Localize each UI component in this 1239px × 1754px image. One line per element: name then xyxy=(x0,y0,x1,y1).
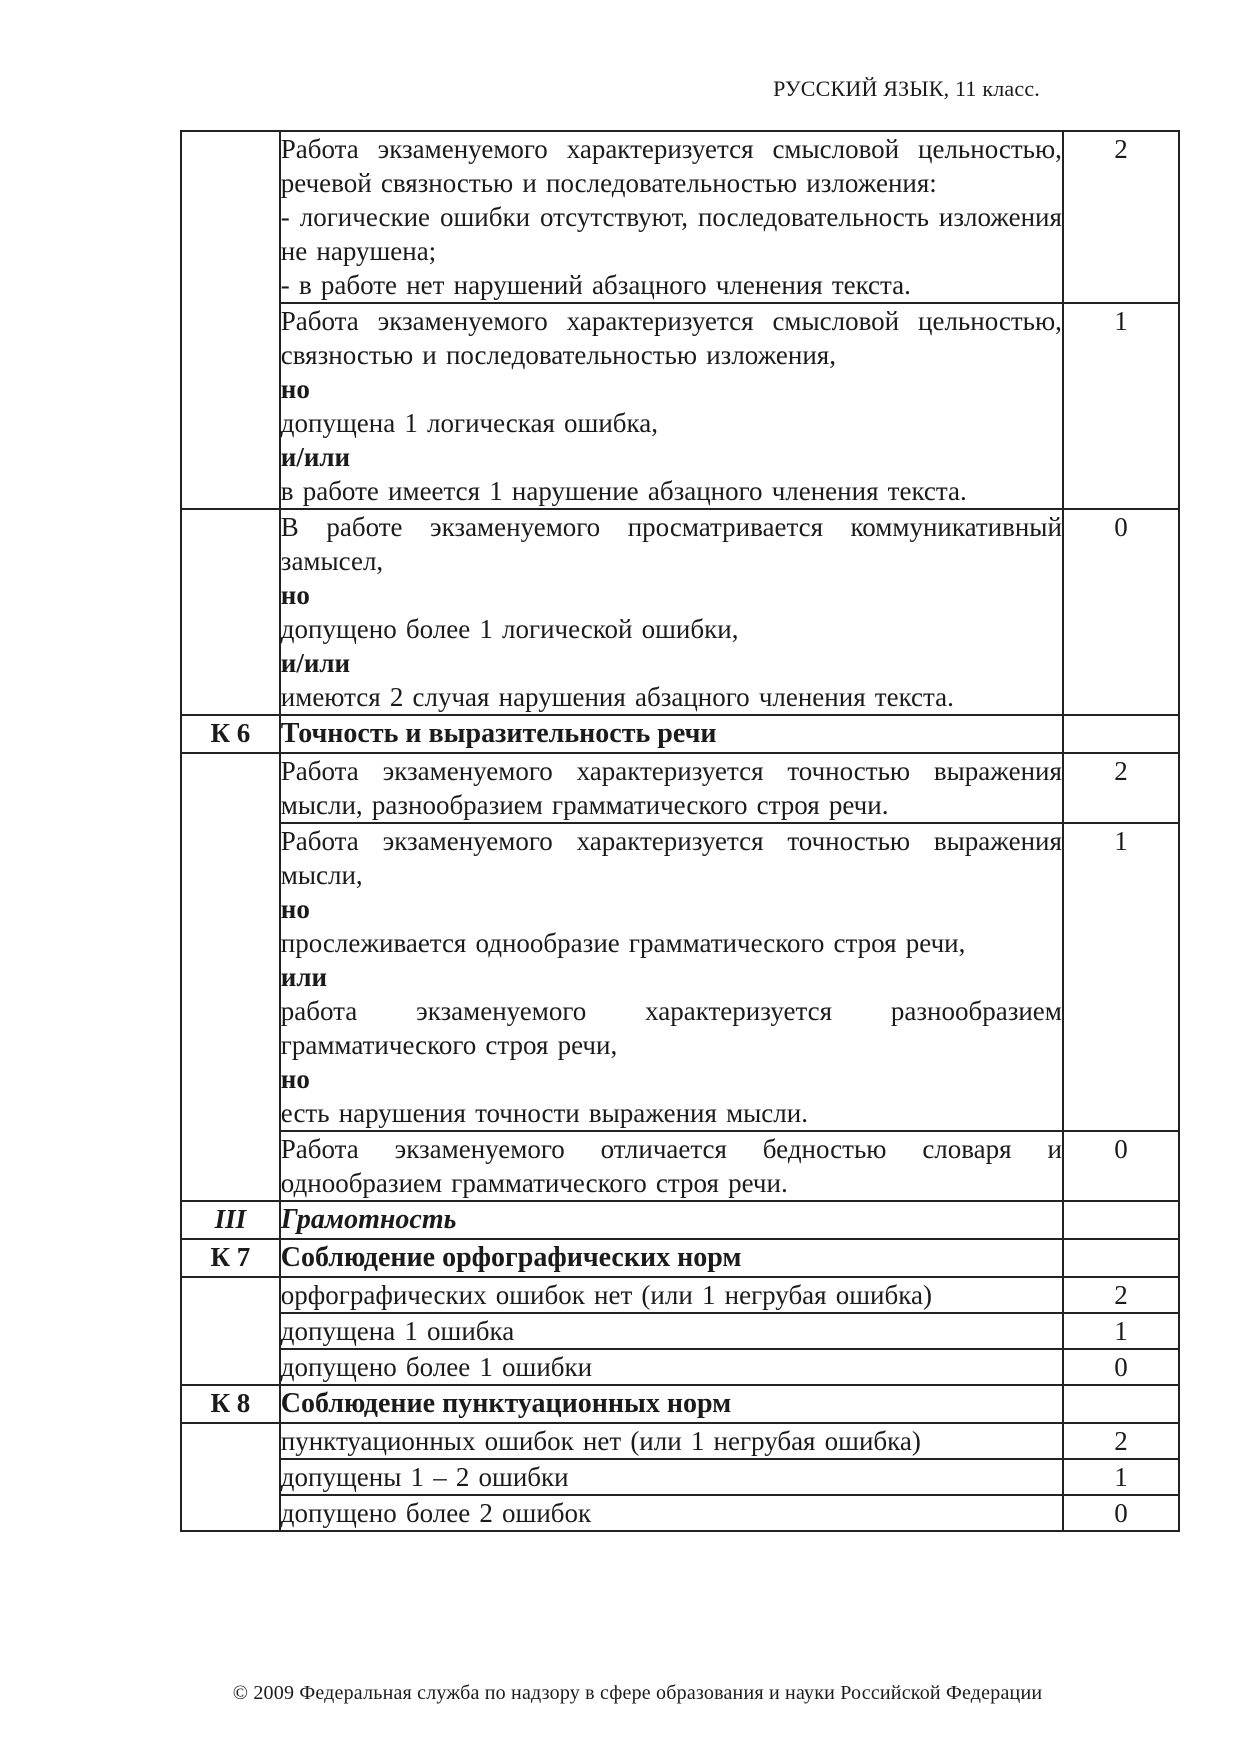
table-row xyxy=(181,823,1179,1131)
criteria-table xyxy=(180,130,1180,1532)
criterion-description-cell xyxy=(280,303,1063,509)
criterion-description-cell xyxy=(280,1459,1063,1495)
criterion-text: Точность и выразительность речи xyxy=(280,718,717,749)
table-row xyxy=(181,1277,1179,1313)
criterion-code-cell xyxy=(181,1277,280,1385)
criterion-text: Работа экзаменуемого характеризуется смысловой цельностью, речевой связностью и последовательностью изложения: xyxy=(280,134,1062,198)
criterion-code-cell xyxy=(181,509,280,715)
connector-word: но xyxy=(280,1064,310,1094)
connector-word: но xyxy=(280,374,310,404)
criterion-text: В работе экзаменуемого просматривается коммуникативный замысел, xyxy=(280,512,1062,576)
criterion-text: Работа экзаменуемого характеризуется точностью выражения мысли, xyxy=(280,826,1062,890)
criterion-text: допущено более 1 логической ошибки, xyxy=(280,614,739,644)
table-row xyxy=(181,509,1179,715)
score-cell: 1 xyxy=(1063,823,1179,1131)
criterion-description-cell xyxy=(280,753,1063,823)
criterion-text: имеются 2 случая нарушения абзацного членения текста. xyxy=(280,682,954,712)
table-row xyxy=(181,715,1179,753)
table-row xyxy=(181,1495,1179,1531)
criterion-heading-cell xyxy=(280,1385,1063,1423)
score-cell xyxy=(1063,715,1179,753)
table-row xyxy=(181,1313,1179,1349)
criterion-text: пунктуационных ошибок нет (или 1 негрубая ошибка) xyxy=(280,1426,921,1456)
criterion-description-cell xyxy=(280,1495,1063,1531)
page-footer-copyright: © 2009 Федеральная служба по надзору в сфере образования и науки Российской Федерации xyxy=(232,1682,1043,1704)
criterion-description-cell xyxy=(280,131,1063,303)
score-cell xyxy=(1063,1385,1179,1423)
criterion-text: прослеживается однообразие грамматического строя речи, xyxy=(280,928,966,958)
criterion-code-cell: К 8 xyxy=(181,1385,280,1423)
criterion-description-cell xyxy=(280,1277,1063,1313)
criterion-code-cell: К 7 xyxy=(181,1239,280,1277)
table-row xyxy=(181,303,1179,509)
criterion-description-cell xyxy=(280,1131,1063,1201)
criterion-text: работа экзаменуемого характеризуется разнообразием грамматического строя речи, xyxy=(280,996,1062,1060)
criterion-code-cell: К 6 xyxy=(181,715,280,753)
criterion-text: Грамотность xyxy=(280,1204,457,1235)
criterion-text: в работе имеется 1 нарушение абзацного членения текста. xyxy=(280,476,967,506)
criterion-text: Соблюдение орфографических норм xyxy=(280,1242,742,1273)
criterion-text: Работа экзаменуемого отличается бедностью словаря и однообразием грамматического строя речи. xyxy=(280,1134,1062,1198)
score-cell: 2 xyxy=(1063,131,1179,303)
connector-word: или xyxy=(280,962,328,992)
criterion-description-cell xyxy=(280,1349,1063,1385)
score-cell: 0 xyxy=(1063,1131,1179,1201)
criterion-text: допущена 1 ошибка xyxy=(280,1316,515,1346)
criterion-text: допущены 1 – 2 ошибки xyxy=(280,1462,569,1492)
criterion-heading-cell xyxy=(280,715,1063,753)
score-cell: 2 xyxy=(1063,1423,1179,1459)
score-cell: 2 xyxy=(1063,1277,1179,1313)
criterion-text: - логические ошибки отсутствуют, последовательность изложения не нарушена; xyxy=(280,202,1062,266)
criterion-text: Соблюдение пунктуационных норм xyxy=(280,1388,732,1419)
table-row xyxy=(181,131,1179,303)
criterion-description-cell xyxy=(280,1313,1063,1349)
criterion-code-cell xyxy=(181,1423,280,1531)
criterion-text: допущено более 1 ошибки xyxy=(280,1352,593,1382)
criterion-code-cell xyxy=(181,753,280,1201)
score-cell: 0 xyxy=(1063,509,1179,715)
connector-word: но xyxy=(280,580,310,610)
table-row xyxy=(181,753,1179,823)
criterion-heading-cell xyxy=(280,1239,1063,1277)
score-cell: 1 xyxy=(1063,1459,1179,1495)
criterion-text: Работа экзаменуемого характеризуется точностью выражения мысли, разнообразием грамматического строя речи. xyxy=(280,756,1062,820)
table-row xyxy=(181,1239,1179,1277)
table-row xyxy=(181,1131,1179,1201)
criteria-table-body xyxy=(181,131,1179,1531)
score-cell xyxy=(1063,1201,1179,1239)
score-cell: 1 xyxy=(1063,303,1179,509)
connector-word: и/или xyxy=(280,442,351,472)
criterion-description-cell xyxy=(280,823,1063,1131)
criterion-text: допущено более 2 ошибок xyxy=(280,1498,592,1528)
criterion-text: орфографических ошибок нет (или 1 негрубая ошибка) xyxy=(280,1280,932,1310)
criterion-description-cell xyxy=(280,509,1063,715)
table-row xyxy=(181,1459,1179,1495)
connector-word: но xyxy=(280,894,310,924)
score-cell: 1 xyxy=(1063,1313,1179,1349)
score-cell xyxy=(1063,1239,1179,1277)
criterion-code-cell: III xyxy=(181,1201,280,1239)
criterion-text: Работа экзаменуемого характеризуется смысловой цельностью, связностью и последовательностью изложения, xyxy=(280,306,1062,370)
table-row xyxy=(181,1349,1179,1385)
criterion-description-cell xyxy=(280,1423,1063,1459)
table-row xyxy=(181,1201,1179,1239)
criterion-text: есть нарушения точности выражения мысли. xyxy=(280,1098,808,1128)
score-cell: 2 xyxy=(1063,753,1179,823)
score-cell: 0 xyxy=(1063,1495,1179,1531)
criterion-code-cell xyxy=(181,131,280,509)
connector-word: и/или xyxy=(280,648,351,678)
score-cell: 0 xyxy=(1063,1349,1179,1385)
criterion-text: - в работе нет нарушений абзацного членения текста. xyxy=(280,270,911,300)
table-row xyxy=(181,1423,1179,1459)
page-header: РУССКИЙ ЯЗЫК, 11 класс. xyxy=(773,76,1040,101)
criterion-text: допущена 1 логическая ошибка, xyxy=(280,408,658,438)
table-row xyxy=(181,1385,1179,1423)
criterion-heading-cell xyxy=(280,1201,1063,1239)
